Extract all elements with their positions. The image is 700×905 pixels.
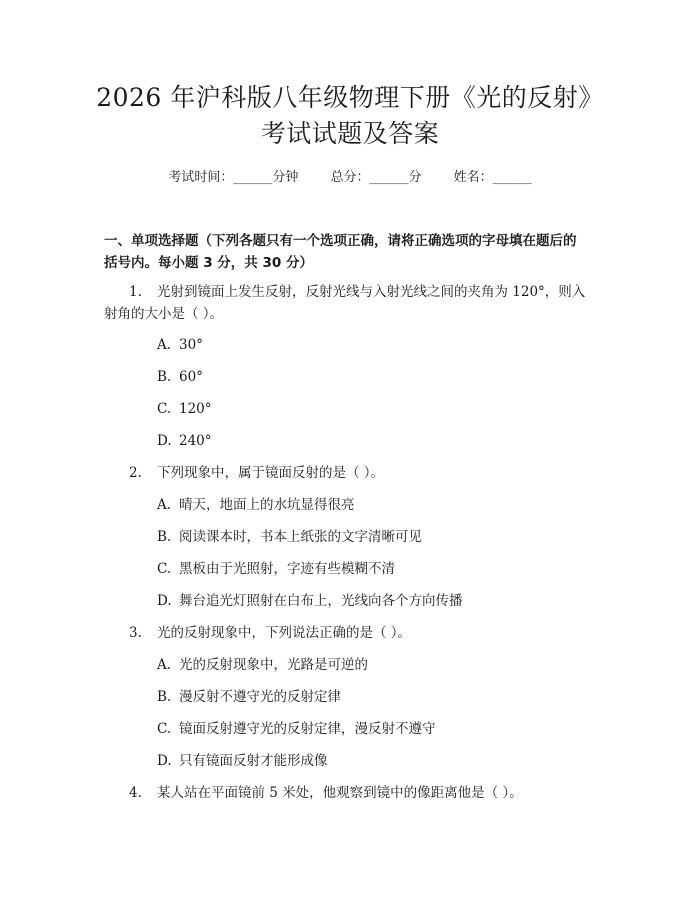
option-letter: D. (157, 753, 172, 769)
option-text: 30° (179, 337, 203, 353)
option-text: 舞台追光灯照射在白布上，光线向各个方向传播 (179, 593, 463, 609)
option-text: 光的反射现象中，光路是可逆的 (179, 657, 368, 673)
option-letter: B. (157, 369, 172, 385)
option-text: 240° (179, 433, 212, 449)
question-number: 1. (129, 284, 142, 300)
option-letter: A. (157, 337, 172, 353)
option-text: 60° (179, 369, 203, 385)
option-letter: B. (157, 529, 172, 545)
question-2-option-c (157, 558, 395, 580)
question-number: 2. (129, 465, 142, 481)
student-name-field: 姓名：______ (453, 170, 532, 185)
question-1-option-d (157, 430, 212, 452)
option-letter: C. (157, 721, 172, 737)
question-number: 3. (129, 625, 142, 641)
question-3-option-a (157, 654, 368, 676)
section-heading-line1: 一、单项选择题（下列各题只有一个选项正确，请将正确选项的字母填在题后的 (104, 233, 577, 249)
option-letter: D. (157, 433, 172, 449)
question-1 (129, 281, 585, 303)
option-letter: B. (157, 689, 172, 705)
page-title-line1: 2026 年沪科版八年级物理下册《光的反射》 (96, 83, 604, 112)
section-heading-line2: 括号内。每小题 3 分，共 30 分） (104, 255, 313, 271)
option-text: 阅读课本时，书本上纸张的文字清晰可见 (179, 529, 422, 545)
option-letter: C. (157, 561, 172, 577)
page-title-line2: 考试试题及答案 (260, 119, 440, 148)
question-2-option-d (157, 590, 463, 612)
question-3-option-d (157, 750, 328, 772)
option-text: 漫反射不遵守光的反射定律 (179, 689, 341, 705)
section-heading (104, 230, 604, 274)
question-1-option-a (157, 334, 203, 356)
option-text: 只有镜面反射才能形成像 (179, 753, 328, 769)
exam-time-field: 考试时间：______分钟 (168, 170, 299, 185)
question-number: 4. (129, 785, 142, 801)
option-text: 黑板由于光照射，字迹有些模糊不清 (179, 561, 395, 577)
question-2-option-a (157, 494, 355, 516)
question-text: 某人站在平面镜前 5 米处，他观察到镜中的像距离他是（ ）。 (157, 785, 523, 801)
option-text: 晴天，地面上的水坑显得很亮 (179, 497, 355, 513)
question-3 (129, 622, 411, 644)
question-3-option-c (157, 718, 436, 740)
option-letter: A. (157, 657, 172, 673)
question-4 (129, 782, 523, 804)
total-score-field: 总分：______分 (330, 170, 422, 185)
option-letter: C. (157, 401, 172, 417)
exam-info (0, 168, 700, 188)
question-text: 光射到镜面上发生反射，反射光线与入射光线之间的夹角为 120°，则入 (157, 284, 586, 300)
question-1-option-c (157, 398, 212, 420)
question-1-option-b (157, 366, 203, 388)
question-text: 下列现象中，属于镜面反射的是（ ）。 (157, 465, 385, 481)
option-text: 镜面反射遵守光的反射定律，漫反射不遵守 (179, 721, 436, 737)
option-letter: A. (157, 497, 172, 513)
question-2 (129, 462, 384, 484)
question-1-continued: 射角的大小是（ ）。 (104, 306, 224, 322)
option-letter: D. (157, 593, 172, 609)
option-text: 120° (179, 401, 212, 417)
question-text: 光的反射现象中，下列说法正确的是（ ）。 (157, 625, 412, 641)
question-3-option-b (157, 686, 341, 708)
question-2-option-b (157, 526, 422, 548)
